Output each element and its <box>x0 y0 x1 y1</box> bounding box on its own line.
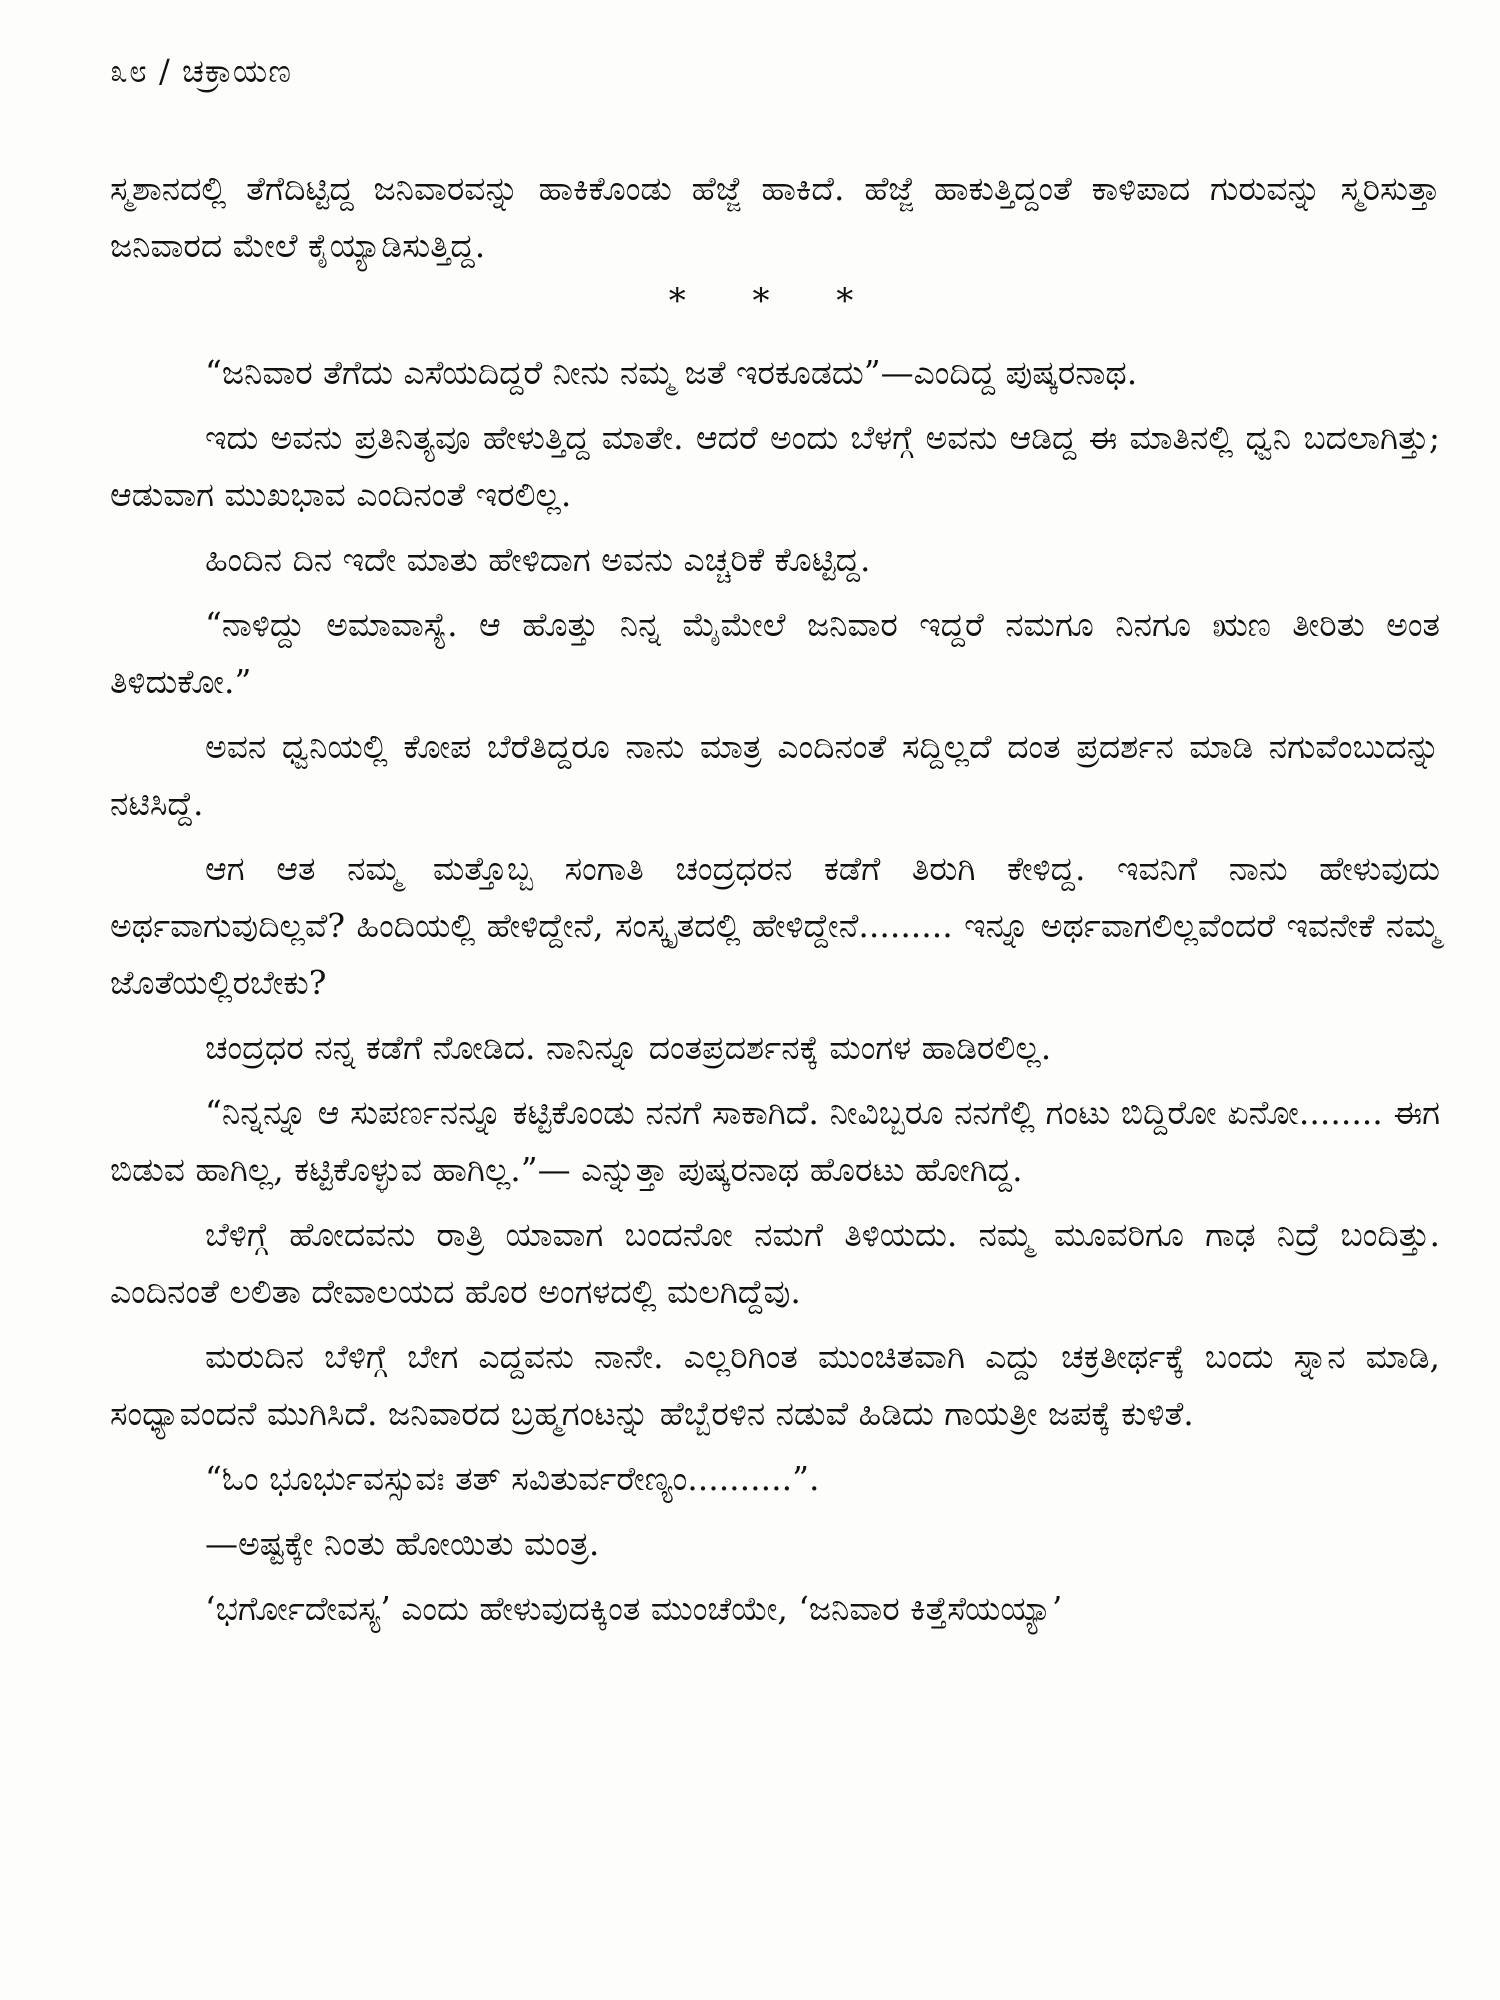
paragraph: ಹಿಂದಿನ ದಿನ ಇದೇ ಮಾತು ಹೇಳಿದಾಗ ಅವನು ಎಚ್ಚರಿಕೆ ಕೊಟ್ಟಿದ್ದ. <box>205 540 871 579</box>
paragraph: “ನಿನ್ನನ್ನೂ ಆ ಸುಪರ್ಣನನ್ನೂ ಕಟ್ಟಿಕೊಂಡು ನನಗೆ ಸಾಕಾಗಿದೆ. ನೀವಿಬ್ಬರೂ ನನಗೆಲ್ಲಿ ಗಂಟು ಬಿದ್ದಿರೋ ಏನೋ........ ಈಗ ಬಿಡುವ ಹಾಗಿಲ್ಲ, ಕಟ್ಟಿಕೊಳ್ಳುವ ಹಾಗಿಲ್ಲ.”— ಎನ್ನುತ್ತಾ ಪುಷ್ಕರನಾಥ ಹೊರಟು ಹೋಗಿದ್ದ. <box>110 1093 1440 1189</box>
paragraph: “ಓಂ ಭೂರ್ಭುವಸ್ಸುವಃ ತತ್ ಸವಿತುರ್ವರೇಣ್ಯಂ..........”. <box>205 1459 820 1498</box>
paragraph: ಬೆಳಿಗ್ಗೆ ಹೋದವನು ರಾತ್ರಿ ಯಾವಾಗ ಬಂದನೋ ನಮಗೆ ತಿಳಿಯದು. ನಮ್ಮ ಮೂವರಿಗೂ ಗಾಢ ನಿದ್ರೆ ಬಂದಿತ್ತು. ಎಂದಿನಂತೆ ಲಲಿತಾ ದೇವಾಲಯದ ಹೊರ ಅಂಗಳದಲ್ಲಿ ಮಲಗಿದ್ದೆವು. <box>110 1215 1440 1311</box>
paragraph: —ಅಷ್ಟಕ್ಕೇ ನಿಂತು ಹೋಯಿತು ಮಂತ್ರ. <box>205 1524 600 1563</box>
paragraph: ಸ್ಮಶಾನದಲ್ಲಿ ತೆಗೆದಿಟ್ಟಿದ್ದ ಜನಿವಾರವನ್ನು ಹಾಕಿಕೊಂಡು ಹೆಜ್ಜೆ ಹಾಕಿದೆ. ಹೆಜ್ಜೆ ಹಾಕುತ್ತಿದ್ದಂತೆ ಕಾಳಿಪಾದ ಗುರುವನ್ನು ಸ್ಮರಿಸುತ್ತಾ ಜನಿವಾರದ ಮೇಲೆ ಕೈಯ್ಯಾಡಿಸುತ್ತಿದ್ದ. <box>110 169 1440 265</box>
page-body <box>110 160 1440 1645</box>
paragraph: “ಜನಿವಾರ ತೆಗೆದು ಎಸೆಯದಿದ್ದರೆ ನೀನು ನಮ್ಮ ಜತೆ ಇರಕೂಡದು”—ಎಂದಿದ್ದ ಪುಷ್ಕರನಾಥ. <box>205 353 1138 392</box>
page-header: ೩೮ / ಚಕ್ರಾಯಣ <box>110 52 292 90</box>
paragraph: ಮರುದಿನ ಬೆಳಿಗ್ಗೆ ಬೇಗ ಎದ್ದವನು ನಾನೇ. ಎಲ್ಲರಿಗಿಂತ ಮುಂಚಿತವಾಗಿ ಎದ್ದು ಚಕ್ರತೀರ್ಥಕ್ಕೆ ಬಂದು ಸ್ನಾನ ಮಾಡಿ, ಸಂಧ್ಯಾವಂದನೆ ಮುಗಿಸಿದೆ. ಜನಿವಾರದ ಬ್ರಹ್ಮಗಂಟನ್ನು ಹೆಬ್ಬೆರಳಿನ ನಡುವೆ ಹಿಡಿದು ಗಾಯತ್ರೀ ಜಪಕ್ಕೆ ಕುಳಿತೆ. <box>110 1337 1440 1433</box>
paragraph: “ನಾಳಿದ್ದು ಅಮಾವಾಸ್ಯೆ. ಆ ಹೊತ್ತು ನಿನ್ನ ಮೈಮೇಲೆ ಜನಿವಾರ ಇದ್ದರೆ ನಮಗೂ ನಿನಗೂ ಋಣ ತೀರಿತು ಅಂತ ತಿಳಿದುಕೋ.” <box>110 605 1440 701</box>
paragraph: ಚಂದ್ರಧರ ನನ್ನ ಕಡೆಗೆ ನೋಡಿದ. ನಾನಿನ್ನೂ ದಂತಪ್ರದರ್ಶನಕ್ಕೆ ಮಂಗಳ ಹಾಡಿರಲಿಲ್ಲ. <box>205 1028 1052 1067</box>
paragraph: ಆಗ ಆತ ನಮ್ಮ ಮತ್ತೊಬ್ಬ ಸಂಗಾತಿ ಚಂದ್ರಧರನ ಕಡೆಗೆ ತಿರುಗಿ ಕೇಳಿದ್ದ. ಇವನಿಗೆ ನಾನು ಹೇಳುವುದು ಅರ್ಥವಾಗುವುದಿಲ್ಲವೆ? ಹಿಂದಿಯಲ್ಲಿ ಹೇಳಿದ್ದೇನೆ, ಸಂಸ್ಕೃತದಲ್ಲಿ ಹೇಳಿದ್ದೇನೆ......... ಇನ್ನೂ ಅರ್ಥವಾಗಲಿಲ್ಲವೆಂದರೆ ಇವನೇಕೆ ನಮ್ಮ ಜೊತೆಯಲ್ಲಿರಬೇಕು? <box>110 849 1440 1002</box>
paragraph: ಅವನ ಧ್ವನಿಯಲ್ಲಿ ಕೋಪ ಬೆರೆತಿದ್ದರೂ ನಾನು ಮಾತ್ರ ಎಂದಿನಂತೆ ಸದ್ದಿಲ್ಲದೆ ದಂತ ಪ್ರದರ್ಶನ ಮಾಡಿ ನಗುವೆಂಬುದನ್ನು ನಟಿಸಿದ್ದೆ. <box>110 727 1440 823</box>
section-separator: * * * <box>668 281 882 321</box>
paragraph: ‘ಭರ್ಗೋದೇವಸ್ಯ’ ಎಂದು ಹೇಳುವುದಕ್ಕಿಂತ ಮುಂಚೆಯೇ, ‘ಜನಿವಾರ ಕಿತ್ತೆಸೆಯಯ್ಯಾ’ <box>205 1589 1063 1628</box>
paragraph: ಇದು ಅವನು ಪ್ರತಿನಿತ್ಯವೂ ಹೇಳುತ್ತಿದ್ದ ಮಾತೇ. ಆದರೆ ಅಂದು ಬೆಳಗ್ಗೆ ಅವನು ಆಡಿದ್ದ ಈ ಮಾತಿನಲ್ಲಿ ಧ್ವನಿ ಬದಲಾಗಿತ್ತು; ಆಡುವಾಗ ಮುಖಭಾವ ಎಂದಿನಂತೆ ಇರಲಿಲ್ಲ. <box>110 418 1440 514</box>
